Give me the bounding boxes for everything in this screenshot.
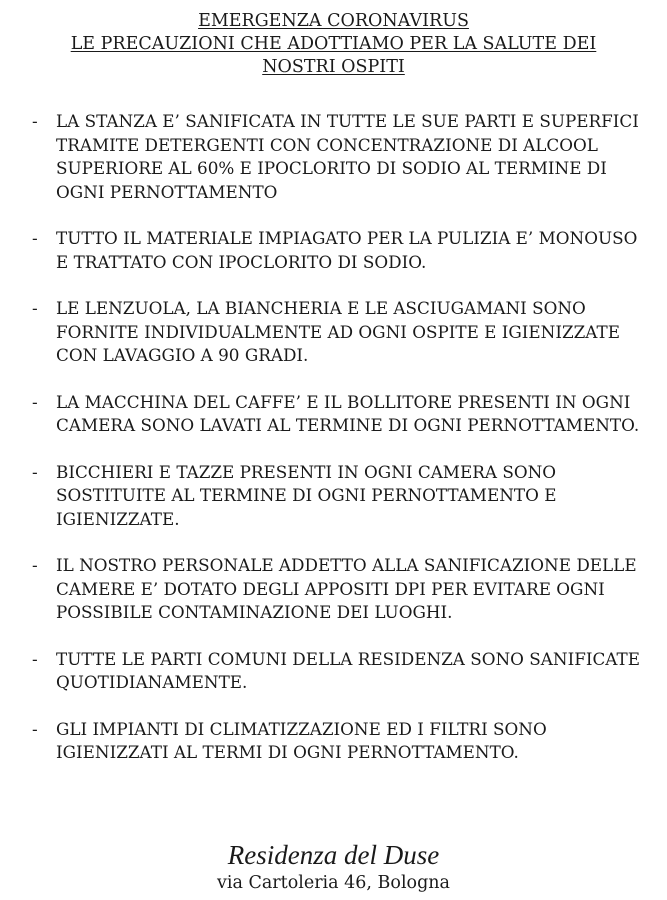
list-item — [32, 110, 642, 204]
list-item — [32, 648, 642, 695]
list-item-text: GLI IMPIANTI DI CLIMATIZZAZIONE ED I FILTRI SONO IGIENIZZATI AL TERMI DI OGNI PERNOTTAMENTO. — [56, 718, 547, 762]
list-item — [32, 461, 642, 532]
list-item-text: IL NOSTRO PERSONALE ADDETTO ALLA SANIFICAZIONE DELLE CAMERE E’ DOTATO DEGLI APPOSITI DPI PER EVITARE OGNI POSSIBILE CONTAMINAZIONE DEI LUOGHI. — [56, 555, 637, 622]
bullet-dash: - — [32, 391, 38, 412]
heading-line-2: LE PRECAUZIONI CHE ADOTTIAMO PER LA SALUTE DEI — [70, 34, 597, 54]
precautions-list — [32, 110, 642, 788]
footer — [0, 838, 667, 894]
bullet-dash: - — [32, 461, 38, 482]
heading-line-1: EMERGENZA CORONAVIRUS — [198, 11, 469, 31]
bullet-dash: - — [32, 555, 38, 575]
bullet-dash: - — [32, 111, 38, 131]
list-item-text: TUTTO IL MATERIALE IMPIAGATO PER LA PULIZIA E’ MONOUSO E TRATTATO CON IPOCLORITO DI SODIO. — [56, 228, 638, 272]
list-item-text: LA MACCHINA DEL CAFFE’ E IL BOLLITORE PRESENTI IN OGNI CAMERA SONO LAVATI AL TERMINE DI OGNI PERNOTTAMENTO. — [56, 391, 640, 435]
list-item — [32, 391, 642, 438]
list-item-text: TUTTE LE PARTI COMUNI DELLA RESIDENZA SONO SANIFICATE QUOTIDIANAMENTE. — [56, 648, 640, 692]
page-heading — [0, 10, 667, 79]
list-item — [32, 297, 642, 368]
bullet-dash: - — [32, 648, 38, 669]
list-item — [32, 227, 642, 274]
bullet-dash: - — [32, 228, 38, 248]
heading-line-3: NOSTRI OSPITI — [262, 57, 405, 77]
list-item-text: LE LENZUOLA, LA BIANCHERIA E LE ASCIUGAMANI SONO FORNITE INDIVIDUALMENTE AD OGNI OSPITE E IGIENIZZATE CON LAVAGGIO A 90 GRADI. — [56, 298, 620, 365]
list-item — [32, 554, 642, 625]
list-item-text: LA STANZA E’ SANIFICATA IN TUTTE LE SUE PARTI E SUPERFICI TRAMITE DETERGENTI CON CONCENTRAZIONE DI ALCOOL SUPERIORE AL 60% E IPOCLORITO DI SODIO AL TERMINE DI OGNI PERNOTTAMENTO — [56, 111, 639, 202]
list-item — [32, 718, 642, 765]
residence-name: Residenza del Duse — [227, 840, 440, 870]
bullet-dash: - — [32, 298, 38, 318]
bullet-dash: - — [32, 718, 38, 739]
residence-address: via Cartoleria 46, Bologna — [217, 873, 450, 893]
list-item-text: BICCHIERI E TAZZE PRESENTI IN OGNI CAMERA SONO SOSTITUITE AL TERMINE DI OGNI PERNOTTAMENTO E IGIENIZZATE. — [56, 461, 557, 529]
